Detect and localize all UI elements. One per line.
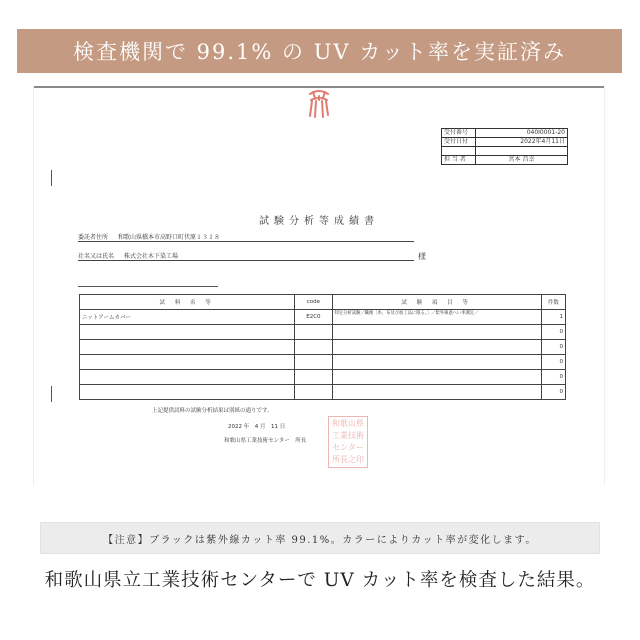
seal-line: 所長之印 [332,455,364,464]
test-item-cell [332,340,541,355]
issue-date: 2022 年 4 月 11 日 [228,424,286,430]
count-cell: 1 [541,310,565,325]
test-item-cell [332,385,541,400]
honorific: 様 [418,252,426,261]
sample-cell [80,340,295,355]
notice-text: 【注意】ブラックは紫外線カット率 99.1%。カラーによりカット率が変化します。 [103,534,537,546]
sample-cell [80,355,295,370]
code-cell: E2C0 [295,310,332,325]
count-cell: 0 [541,355,565,370]
code-cell [295,355,332,370]
code-cell [295,370,332,385]
code-cell [295,325,332,340]
table-row [80,355,566,370]
headline-text: 検査機関で 99.1% の UV カット率を実証済み [72,40,567,64]
test-item-cell [332,370,541,385]
client-name-label: 社名又は氏名 [78,253,115,260]
count-cell: 0 [541,325,565,340]
binding-mark-bottom [51,386,52,402]
partial-seal-stamp-icon [306,88,332,118]
receipt-row [442,129,568,138]
count-cell: 0 [541,385,565,400]
client-address-label: 委託者住所 [78,234,109,241]
receipt-number-value: 040I0001-20 [476,129,568,138]
receipt-empty-value [476,147,568,156]
receipt-empty-label [442,147,476,156]
person-in-charge-value: 宮本 昌幸 [476,156,568,165]
client-name-value: 株式会社木下染工場 [124,253,179,260]
test-item-cell [332,355,541,370]
headline-banner [17,29,622,73]
test-item-cell: 特定分析試験／繊維［糸、布及び加工品に限る。］／紫外線遮へい率測定／ [332,310,541,325]
table-header-row [80,295,566,310]
receipt-row [442,156,568,165]
count-cell: 0 [541,370,565,385]
sample-cell [80,325,295,340]
receipt-row-empty [442,147,568,156]
sample-cell [80,385,295,400]
table-row [80,310,566,325]
table-row [80,325,566,340]
test-certificate-document [33,86,605,486]
table-row [80,385,566,400]
binding-mark-top [51,170,52,186]
client-name-line [78,250,414,261]
receipt-date-label: 受付日付 [442,138,476,147]
blank-underline [78,286,218,287]
column-header-count: 件数 [541,295,565,310]
test-item-cell [332,325,541,340]
issuer-name: 和歌山県工業技術センター 所長 [224,438,307,444]
receipt-date-value: 2022年4月11日 [476,138,568,147]
client-address-value: 和歌山県橋本市高野口町伏原１３１８ [118,234,221,241]
caption-text: 和歌山県立工業技術センターで UV カット率を検査した結果。 [44,570,596,591]
document-title: 試験分析等成績書 [259,216,379,227]
count-cell: 0 [541,340,565,355]
receipt-row [442,138,568,147]
sample-cell: ニットアームカバー [80,310,295,325]
code-cell [295,385,332,400]
person-in-charge-label: 担 当 者 [442,156,476,165]
seal-line: 工業技術 [332,431,364,440]
seal-line: 和歌山県 [332,419,364,428]
column-header-test-item: 試 験 項 目 等 [332,295,541,310]
client-address-line [78,231,414,242]
receipt-info-table [441,128,568,165]
test-items-table [79,294,566,400]
column-header-code: code [295,295,332,310]
receipt-number-label: 受付番号 [442,129,476,138]
notice-box [40,522,600,554]
column-header-sample: 試 料 名 等 [80,295,295,310]
table-row [80,370,566,385]
official-seal-stamp [328,416,368,468]
seal-line: センター [332,443,364,452]
table-row [80,340,566,355]
code-cell [295,340,332,355]
result-note: 上記提供試料の試験分析結果は別紙の通りです。 [152,408,273,414]
sample-cell [80,370,295,385]
